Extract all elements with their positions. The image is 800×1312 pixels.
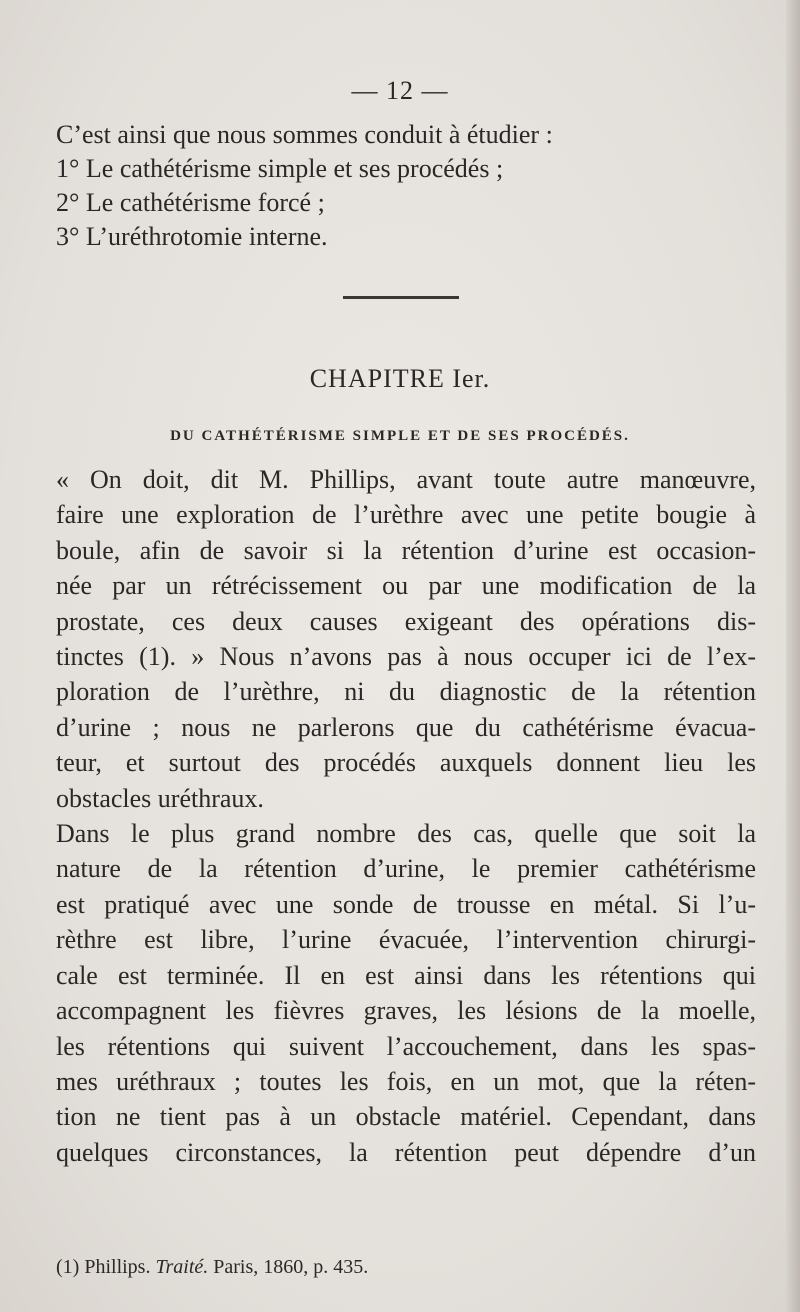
intro-list: [56, 118, 756, 254]
paragraph-line: teur, et surtout des procédés auxquels donnent lieu les: [56, 748, 756, 778]
paragraph-line: cale est terminée. Il en est ainsi dans les rétentions qui: [56, 960, 756, 990]
footnote-work: Traité.: [155, 1256, 209, 1278]
paragraph-line: faire une exploration de l’urèthre avec une petite bougie à: [56, 500, 756, 530]
intro-line: 1° Le cathétérisme simple et ses procédés ;: [56, 154, 504, 183]
paragraph-line: rèthre est libre, l’urine évacuée, l’intervention chirurgi-: [56, 925, 756, 955]
paragraph-line: boule, afin de savoir si la rétention d’urine est occasion-: [56, 535, 756, 565]
footnote: [56, 1256, 368, 1279]
paragraph-line: tinctes (1). » Nous n’avons pas à nous occuper ici de l’ex-: [56, 642, 756, 672]
page-number: — 12 —: [351, 76, 449, 105]
paragraph-line: accompagnent les fièvres graves, les lésions de la moelle,: [56, 996, 756, 1026]
paragraph-line: née par un rétrécissement ou par une modification de la: [56, 571, 756, 601]
paragraph-line: obstacles uréthraux.: [56, 783, 264, 813]
intro-line: 3° L’uréthrotomie interne.: [56, 222, 328, 251]
paragraph-line: mes uréthraux ; toutes les fois, en un mot, que la réten-: [56, 1066, 756, 1096]
paragraph-line: est pratiqué avec une sonde de trousse en métal. Si l’u-: [56, 889, 756, 919]
footnote-details: Paris, 1860, p. 435.: [213, 1256, 369, 1278]
intro-line: C’est ainsi que nous sommes conduit à étudier :: [56, 120, 553, 149]
paragraph-line: d’urine ; nous ne parlerons que du cathétérisme évacua-: [56, 712, 756, 742]
paragraph-line: Dans le plus grand nombre des cas, quelle que soit la: [56, 819, 756, 849]
paragraph-line: « On doit, dit M. Phillips, avant toute autre manœuvre,: [56, 465, 756, 494]
section-divider: [343, 296, 459, 299]
paragraph-line: ploration de l’urèthre, ni du diagnostic de la rétention: [56, 677, 756, 707]
paragraph-line: les rétentions qui suivent l’accouchement, dans les spas-: [56, 1031, 756, 1061]
paragraph-line: tion ne tient pas à un obstacle matériel. Cependant, dans: [56, 1102, 756, 1132]
chapter-title: CHAPITRE Ier.: [309, 364, 491, 393]
chapter-subtitle: DU CATHÉTÉRISME SIMPLE ET DE SES PROCÉDÉS.: [170, 428, 630, 444]
intro-line: 2° Le cathétérisme forcé ;: [56, 188, 325, 217]
footnote-marker: (1): [56, 1256, 80, 1278]
footnote-author: Phillips.: [84, 1256, 151, 1278]
page-edge: [786, 0, 800, 1312]
paragraph-line: quelques circonstances, la rétention peut dépendre d’un: [56, 1137, 756, 1167]
paragraph-line: nature de la rétention d’urine, le premier cathétérisme: [56, 854, 756, 884]
paragraph-line: prostate, ces deux causes exigeant des opérations dis-: [56, 606, 756, 636]
body-text: [56, 462, 756, 1170]
